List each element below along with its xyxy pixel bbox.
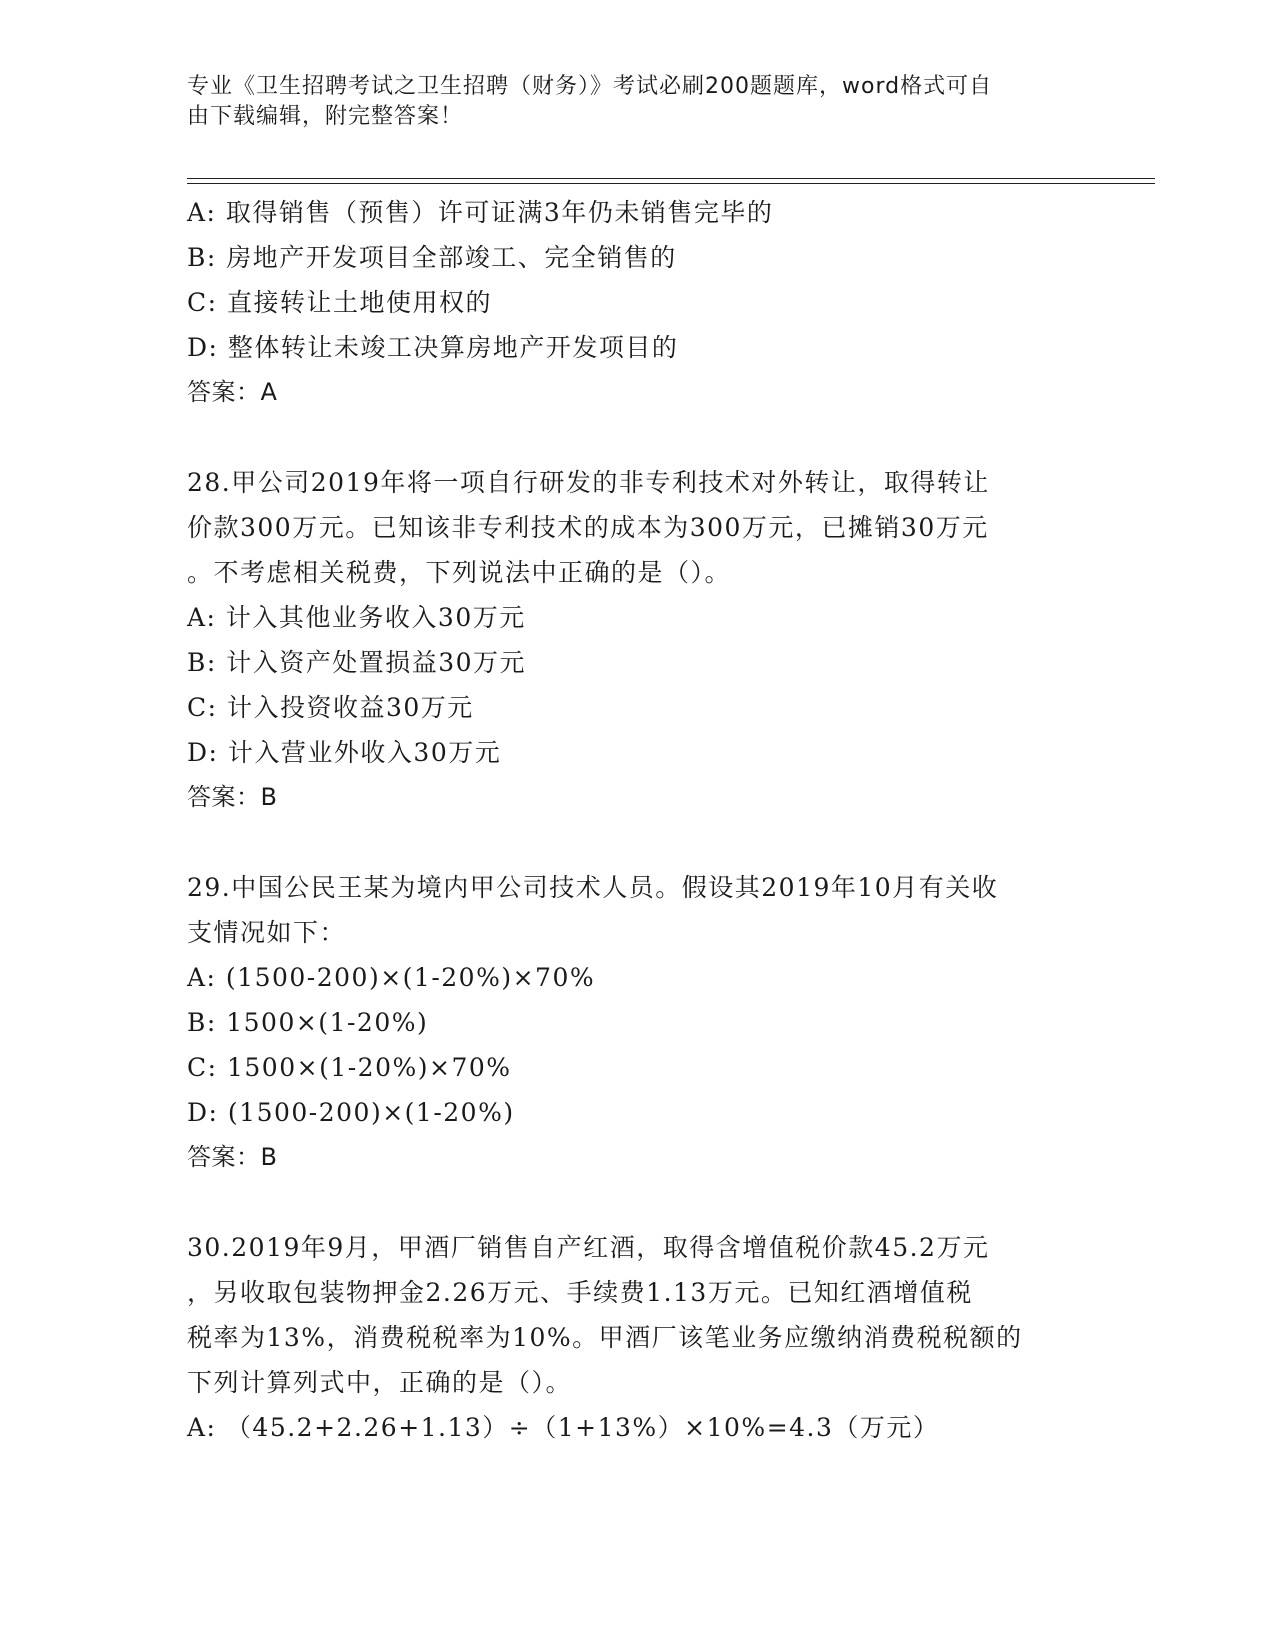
option-d: D: 计入营业外收入30万元 xyxy=(187,738,502,767)
question-28 xyxy=(187,460,1087,820)
question-text-line: 30.2019年9月，甲酒厂销售自产红酒，取得含增值税价款45.2万元 xyxy=(187,1233,990,1262)
question-text-line: 。不考虑相关税费，下列说法中正确的是（）。 xyxy=(187,558,732,587)
option-c: C: 计入投资收益30万元 xyxy=(187,693,474,722)
option-c: C: 直接转让土地使用权的 xyxy=(187,288,492,317)
option-a: A: 取得销售（预售）许可证满3年仍未销售完毕的 xyxy=(187,198,774,227)
option-a: A: (1500-200)×(1-20%)×70% xyxy=(187,963,596,992)
option-b: B: 1500×(1-20%) xyxy=(187,1008,429,1037)
header-line-1: 专业《卫生招聘考试之卫生招聘（财务）》考试必刷200题题库，word格式可自 xyxy=(187,74,993,99)
option-c: C: 1500×(1-20%)×70% xyxy=(187,1053,512,1082)
question-text-line: 税率为13%，消费税税率为10%。甲酒厂该笔业务应缴纳消费税税额的 xyxy=(187,1323,1023,1352)
question-spacer xyxy=(187,1180,1087,1225)
option-b: B: 计入资产处置损益30万元 xyxy=(187,648,527,677)
question-text-line: 支情况如下： xyxy=(187,918,347,947)
option-b: B: 房地产开发项目全部竣工、完全销售的 xyxy=(187,243,677,272)
option-a: A: 计入其他业务收入30万元 xyxy=(187,603,526,632)
question-30 xyxy=(187,1225,1087,1450)
answer: 答案：A xyxy=(187,378,278,406)
question-text-line: 价款300万元。已知该非专利技术的成本为300万元，已摊销30万元 xyxy=(187,513,989,542)
question-text-line: 29.中国公民王某为境内甲公司技术人员。假设其2019年10月有关收 xyxy=(187,873,999,902)
answer: 答案：B xyxy=(187,783,278,811)
option-a: A: （45.2+2.26+1.13）÷（1+13%）×10%=4.3（万元） xyxy=(187,1413,940,1442)
question-29 xyxy=(187,865,1087,1180)
question-spacer xyxy=(187,415,1087,460)
header-divider-top xyxy=(187,178,1155,179)
question-27 xyxy=(187,190,1087,415)
question-text-line: 下列计算列式中，正确的是（）。 xyxy=(187,1368,573,1397)
question-spacer xyxy=(187,820,1087,865)
document-header xyxy=(187,72,1067,132)
question-list xyxy=(187,190,1087,1450)
question-text-line: 28.甲公司2019年将一项自行研发的非专利技术对外转让，取得转让 xyxy=(187,468,990,497)
header-line-2: 由下载编辑，附完整答案！ xyxy=(187,104,464,129)
option-d: D: (1500-200)×(1-20%) xyxy=(187,1098,515,1127)
header-divider-bottom xyxy=(187,183,1155,184)
answer: 答案：B xyxy=(187,1143,278,1171)
question-text-line: ，另收取包装物押金2.26万元、手续费1.13万元。已知红酒增值税 xyxy=(187,1278,973,1307)
option-d: D: 整体转让未竣工决算房地产开发项目的 xyxy=(187,333,679,362)
